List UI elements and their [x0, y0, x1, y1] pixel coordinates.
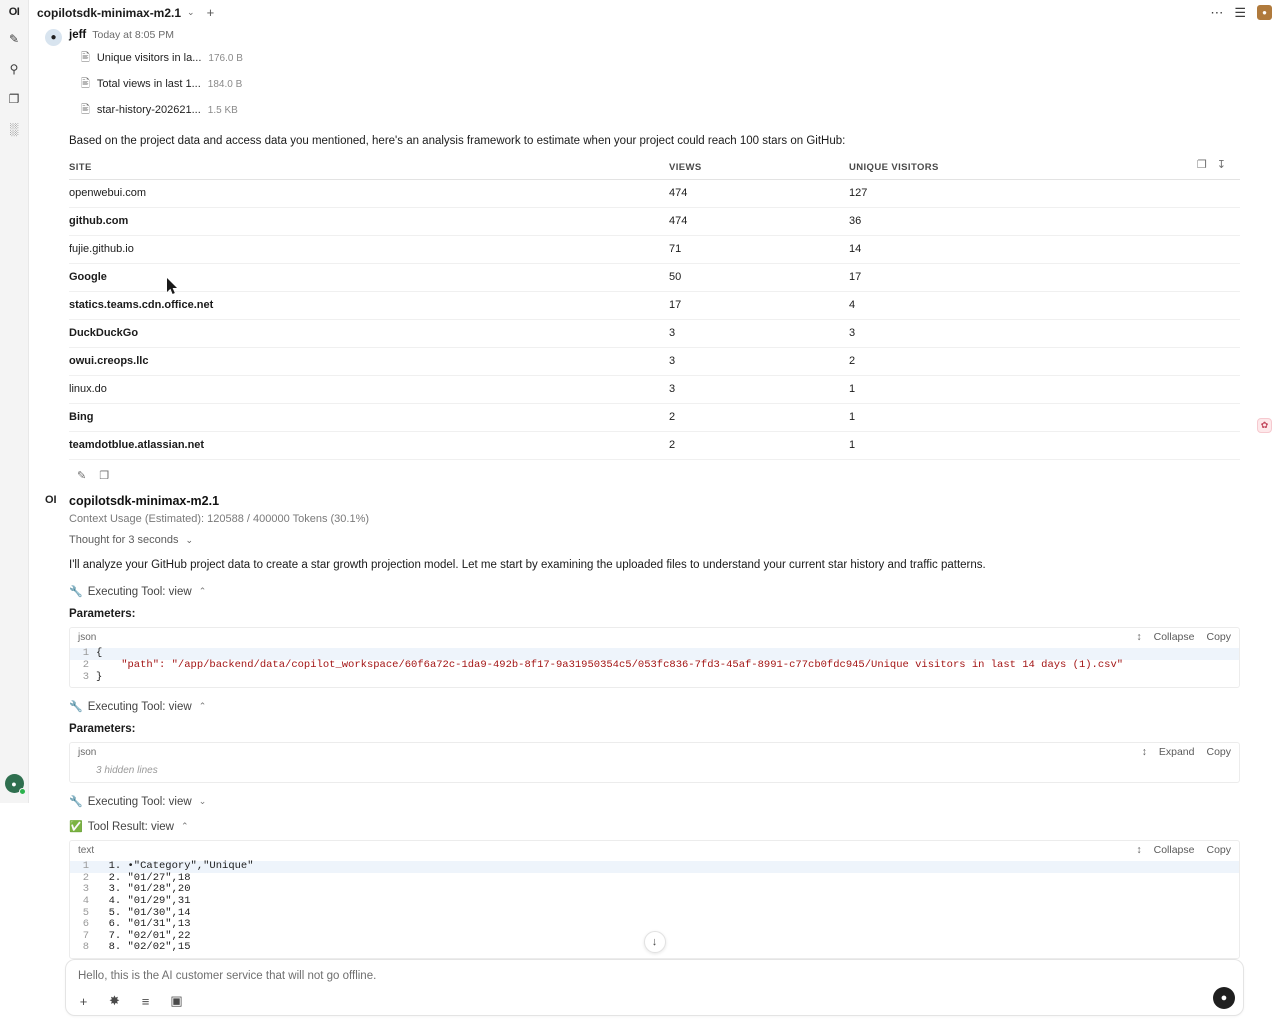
code-block-header	[70, 628, 1239, 646]
user-name: jeff	[69, 29, 87, 41]
code-line	[70, 861, 1239, 873]
scroll-to-bottom-button[interactable]: ↓	[644, 931, 666, 953]
table-header-row	[69, 158, 1240, 180]
title-bar	[29, 0, 1280, 25]
attachment-item[interactable]	[69, 97, 1240, 123]
settings-sliders-icon[interactable]: ≡	[141, 993, 150, 1009]
thought-summary[interactable]	[69, 525, 1240, 546]
composer-input[interactable]: Hello, this is the AI customer service that will not go offline.	[78, 969, 377, 982]
tools-icon[interactable]: ✸	[109, 993, 120, 1009]
line-number: 4	[82, 894, 89, 907]
user-message-avatar-initial: ●	[50, 32, 57, 43]
user-avatar-initial: ●	[1262, 8, 1267, 17]
message-timestamp: Today at 8:05 PM	[92, 29, 174, 41]
cell-unique-visitors: 127	[849, 179, 1240, 207]
table-row	[69, 375, 1240, 403]
panel-toggle-icon[interactable]: ☰	[1234, 5, 1246, 20]
cell-views: 50	[669, 263, 849, 291]
composer-toolbar	[76, 994, 1233, 1009]
code-language: json	[78, 631, 97, 643]
more-options-icon[interactable]: ⋯	[1210, 5, 1224, 20]
tool-header-executing-view-3[interactable]	[69, 783, 1240, 808]
code-block-params-2	[69, 742, 1240, 783]
wrench-icon: 🔧	[69, 701, 83, 714]
line-text: 5. "01/30",14	[96, 906, 191, 919]
assistant-model-name: copilotsdk-minimax-m2.1	[69, 493, 220, 508]
attachment-item[interactable]	[69, 71, 1240, 97]
cell-site: Bing	[69, 403, 669, 431]
attachment-name: Total views in last 1...	[96, 78, 201, 90]
cell-site: github.com	[69, 207, 669, 235]
line-text: 3. "01/28",20	[96, 883, 191, 896]
document-icon: 🖹	[81, 51, 90, 64]
collapse-icon[interactable]: ↕	[1136, 844, 1142, 857]
microphone-button[interactable]: ●	[1213, 987, 1235, 1009]
line-number: 1	[82, 647, 89, 660]
tool-label: Executing Tool: view	[87, 585, 192, 598]
cell-site: Google	[69, 263, 669, 291]
status-badge	[19, 788, 26, 795]
add-attachment-icon[interactable]: +	[79, 993, 88, 1009]
tool-label: Executing Tool: view	[87, 700, 192, 713]
app-logo: OI	[8, 6, 20, 18]
feedback-badge-icon[interactable]: ✿	[1257, 418, 1272, 433]
line-number: 2	[82, 658, 89, 671]
cell-views: 474	[669, 207, 849, 235]
message-actions	[69, 460, 1240, 484]
code-line	[70, 672, 1239, 684]
line-number: 2	[82, 871, 89, 884]
line-text: "path": "/app/backend/data/copilot_workspace/60f6a72c-1da9-492b-8f17-9a31950354c5/053fc836-7fd3-45af-8991-c77cb0fdc945/Unique visitors in last 14 days (1).csv"	[96, 658, 1124, 671]
table-header	[69, 158, 1240, 180]
cell-site: owui.creops.llc	[69, 347, 669, 375]
cell-unique-visitors: 1	[849, 431, 1240, 459]
copy-button[interactable]: Copy	[1206, 746, 1231, 759]
table-container	[69, 158, 1240, 460]
code-language: text	[78, 844, 95, 856]
code-line	[70, 884, 1239, 896]
table-row	[69, 207, 1240, 235]
tool-label: Tool Result: view	[87, 820, 174, 833]
line-text: 7. "02/01",22	[96, 929, 191, 942]
copy-message-icon[interactable]: ❐	[99, 469, 110, 482]
cell-site: DuckDuckGo	[69, 319, 669, 347]
line-text: {	[96, 647, 103, 660]
line-number: 3	[82, 883, 89, 896]
rail-user-avatar[interactable]	[5, 774, 24, 793]
code-block-header	[70, 841, 1239, 859]
attachment-size: 176.0 B	[208, 52, 243, 64]
chevron-down-icon[interactable]: ⌄	[187, 7, 195, 17]
user-message-header	[69, 29, 1240, 41]
table-row	[69, 235, 1240, 263]
user-paragraph: Based on the project data and access data you mentioned, here's an analysis framework to estimate when your project could reach 100 stars on GitHub:	[69, 135, 846, 147]
copy-button[interactable]: Copy	[1206, 631, 1231, 644]
column-header-views: VIEWS	[669, 158, 849, 180]
main-area	[29, 0, 1280, 1009]
chevron-up-icon: ⌃	[198, 586, 207, 597]
code-line	[70, 660, 1239, 672]
conversation-scroll[interactable]	[29, 25, 1280, 959]
line-text: 1. •"Category","Unique"	[96, 860, 254, 873]
attachment-name: star-history-202621...	[96, 104, 201, 116]
line-text: 8. "02/02",15	[96, 941, 191, 954]
cell-site: teamdotblue.atlassian.net	[69, 431, 669, 459]
cell-views: 2	[669, 403, 849, 431]
user-message-avatar	[45, 29, 62, 46]
attachment-item[interactable]	[69, 45, 1240, 71]
code-block-header	[70, 743, 1239, 761]
code-block-actions	[1136, 631, 1231, 643]
parameters-label: Parameters:	[69, 608, 136, 621]
table-row	[69, 347, 1240, 375]
message-composer[interactable]	[65, 959, 1244, 1016]
document-icon: 🖹	[81, 103, 90, 116]
library-icon[interactable]	[3, 88, 25, 110]
title-bar-actions	[1210, 5, 1272, 20]
model-picker-icon[interactable]: ▣	[170, 993, 183, 1009]
traffic-table	[69, 158, 1240, 460]
cell-views: 2	[669, 431, 849, 459]
cell-unique-visitors: 36	[849, 207, 1240, 235]
parameters-label: Parameters:	[69, 723, 136, 736]
composer-area	[29, 959, 1280, 1024]
cell-site: openwebui.com	[69, 179, 669, 207]
table-actions	[1197, 158, 1226, 171]
user-message	[29, 25, 1280, 484]
code-line	[70, 908, 1239, 920]
line-number: 1	[82, 860, 89, 873]
cell-unique-visitors: 17	[849, 263, 1240, 291]
apps-glyph: ░	[9, 122, 19, 136]
compose-glyph: ✎	[8, 32, 20, 46]
cell-unique-visitors: 1	[849, 375, 1240, 403]
line-text: 6. "01/31",13	[96, 918, 191, 931]
assistant-intro: I'll analyze your GitHub project data to create a star growth projection model. Let me start by examining the uploaded files to understand your current star history and traffic patterns.	[69, 558, 986, 571]
code-block-actions	[1142, 746, 1231, 758]
compose-icon[interactable]	[3, 28, 25, 50]
context-usage: Context Usage (Estimated): 120588 / 400000 Tokens (30.1%)	[69, 512, 370, 525]
cell-views: 474	[669, 179, 849, 207]
search-icon[interactable]	[3, 58, 25, 80]
line-text: 2. "01/27",18	[96, 871, 191, 884]
column-header-site: SITE	[69, 158, 669, 180]
copy-button[interactable]: Copy	[1206, 844, 1231, 857]
line-text: }	[96, 670, 103, 683]
chevron-down-icon: ⌄	[198, 796, 207, 807]
attachment-size: 1.5 KB	[207, 104, 238, 116]
code-block-body	[70, 646, 1239, 687]
check-icon: ✅	[69, 821, 83, 834]
code-language: json	[78, 746, 97, 758]
tool-header-executing-view-1[interactable]	[69, 573, 1240, 598]
column-header-unique-visitors: UNIQUE VISITORS	[849, 158, 1240, 180]
cell-unique-visitors: 2	[849, 347, 1240, 375]
chevron-down-icon: ⌄	[185, 534, 194, 545]
collapse-button[interactable]: Collapse	[1153, 844, 1195, 857]
cell-site: statics.teams.cdn.office.net	[69, 291, 669, 319]
wrench-icon: 🔧	[69, 796, 83, 809]
line-text: 4. "01/29",31	[96, 894, 191, 907]
expand-icon[interactable]: ↕	[1141, 746, 1147, 759]
tool-header-result-view[interactable]	[69, 808, 1240, 833]
edit-message-icon[interactable]: ✎	[77, 469, 87, 482]
new-chat-button[interactable]: +	[206, 5, 215, 20]
collapse-icon[interactable]: ↕	[1136, 631, 1142, 644]
assistant-logo: OI	[45, 493, 57, 506]
tool-label: Executing Tool: view	[87, 795, 192, 808]
line-number: 7	[82, 929, 89, 942]
hidden-lines-note: 3 hidden lines	[96, 765, 158, 777]
cell-views: 3	[669, 319, 849, 347]
apps-icon[interactable]	[3, 118, 25, 140]
code-line	[70, 896, 1239, 908]
cell-views: 3	[669, 347, 849, 375]
line-number: 6	[82, 918, 89, 931]
cell-unique-visitors: 1	[849, 403, 1240, 431]
cell-site: linux.do	[69, 375, 669, 403]
download-table-icon[interactable]: ↧	[1216, 158, 1226, 171]
search-glyph: ⚲	[9, 62, 19, 76]
page-title: copilotsdk-minimax-m2.1	[37, 5, 182, 20]
avatar-initial: ●	[11, 778, 17, 789]
copy-table-icon[interactable]: ❐	[1196, 158, 1207, 171]
cell-unique-visitors: 4	[849, 291, 1240, 319]
line-number: 8	[82, 941, 89, 954]
line-number: 3	[82, 670, 89, 683]
cell-unique-visitors: 14	[849, 235, 1240, 263]
tool-header-executing-view-2[interactable]	[69, 688, 1240, 713]
table-row	[69, 431, 1240, 459]
cell-views: 71	[669, 235, 849, 263]
cell-unique-visitors: 3	[849, 319, 1240, 347]
user-avatar[interactable]	[1257, 5, 1272, 20]
table-row	[69, 263, 1240, 291]
cell-site: fujie.github.io	[69, 235, 669, 263]
assistant-message	[29, 484, 1280, 959]
chevron-up-icon: ⌃	[181, 821, 189, 832]
cell-views: 3	[669, 375, 849, 403]
line-number: 5	[82, 906, 89, 919]
chevron-up-icon: ⌃	[198, 701, 207, 712]
table-body	[69, 179, 1240, 459]
code-line	[70, 873, 1239, 885]
code-block-params-1	[69, 627, 1240, 688]
library-glyph: ❐	[8, 92, 20, 106]
code-line	[70, 919, 1239, 931]
table-row	[69, 319, 1240, 347]
expand-button[interactable]: Expand	[1158, 746, 1195, 759]
table-row	[69, 403, 1240, 431]
thought-label: Thought for 3 seconds	[69, 533, 179, 546]
attachment-size: 184.0 B	[207, 78, 243, 90]
left-rail	[0, 0, 29, 803]
table-row	[69, 291, 1240, 319]
attachment-name: Unique visitors in la...	[96, 52, 202, 64]
document-icon: 🖹	[81, 77, 90, 90]
wrench-icon: 🔧	[69, 586, 83, 599]
cell-views: 17	[669, 291, 849, 319]
collapse-button[interactable]: Collapse	[1153, 631, 1195, 644]
code-block-actions	[1136, 844, 1231, 856]
table-row	[69, 179, 1240, 207]
